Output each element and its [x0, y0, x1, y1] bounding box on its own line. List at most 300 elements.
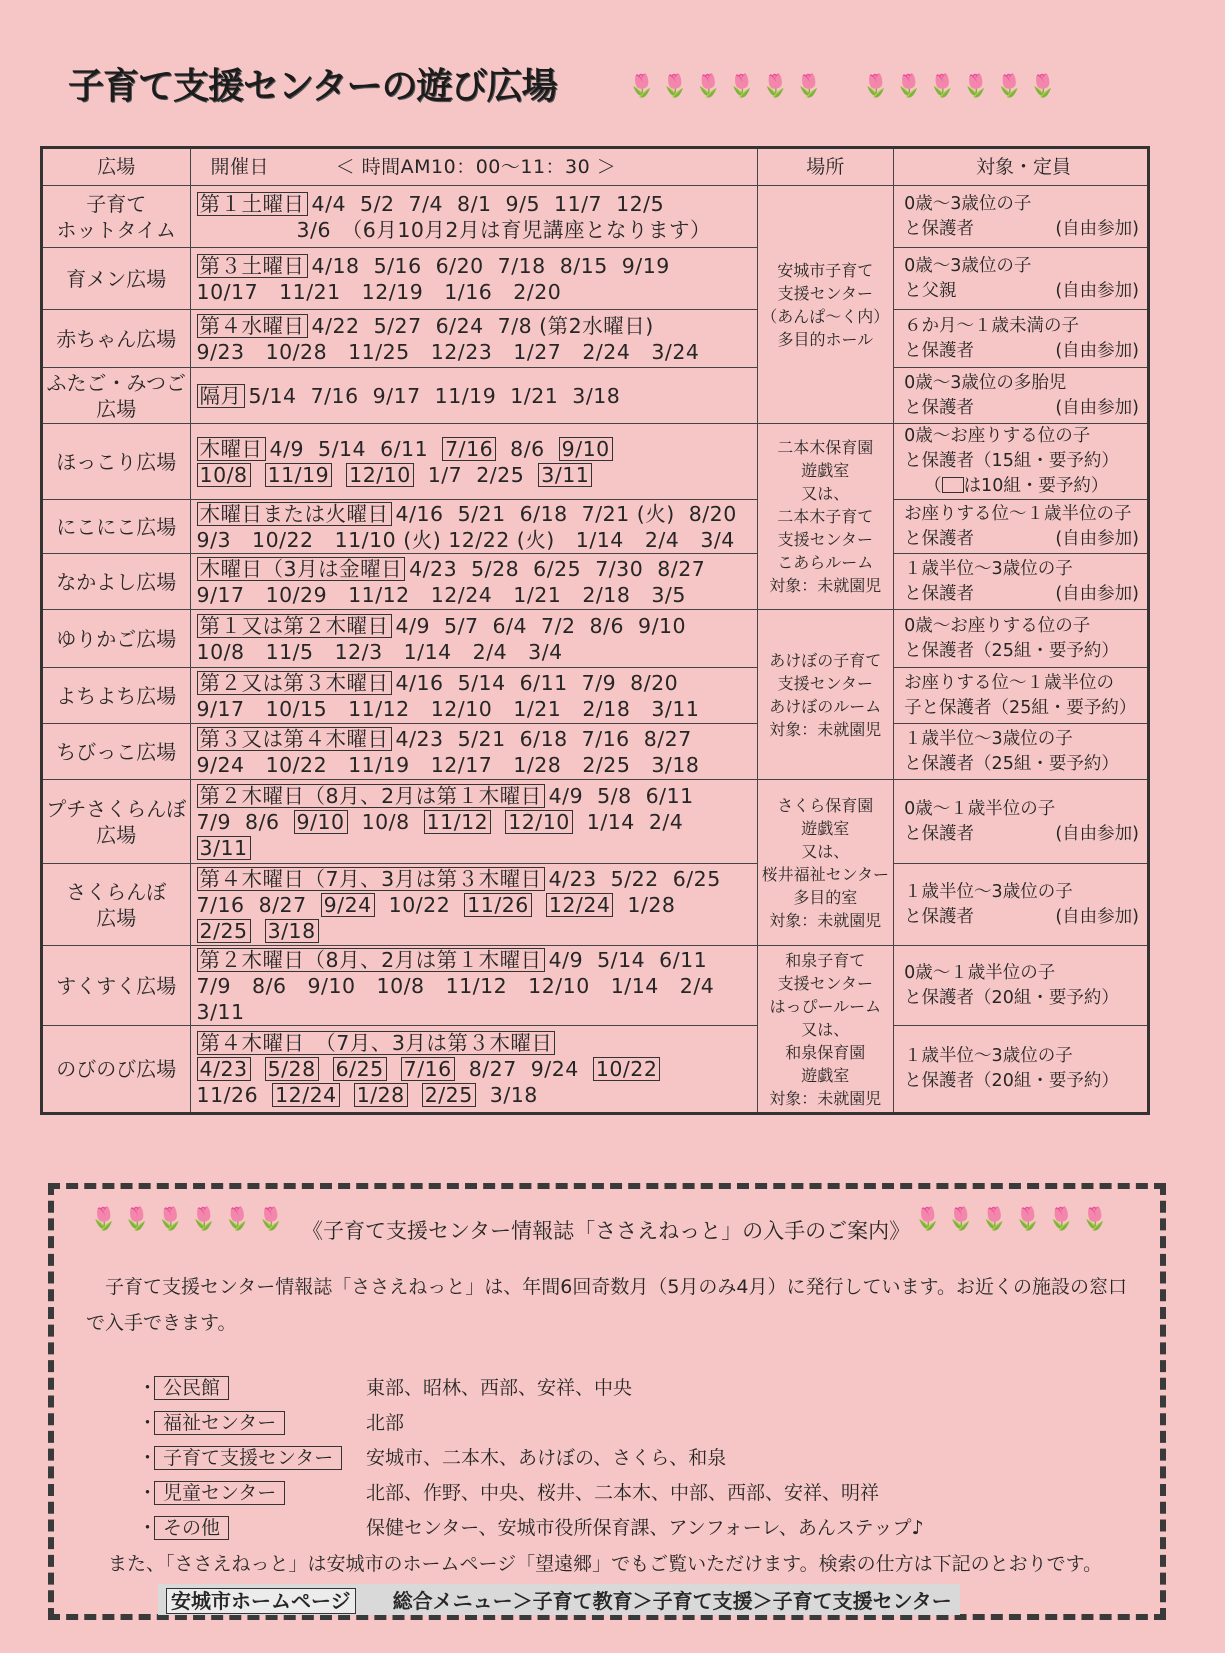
date: 11/19 [434, 383, 497, 408]
date: 5/7 [444, 613, 479, 638]
square-symbol [942, 477, 964, 493]
target-line [904, 1044, 1143, 1069]
venue-line: 遊戯室 [801, 1065, 850, 1085]
facility-list [138, 1369, 924, 1544]
date-line [197, 918, 753, 944]
tulip-decoration-left [628, 76, 822, 98]
plaza-name [42, 424, 191, 500]
date-list: 9/24 10/22 11/19 12/17 1/28 2/25 3/18 [196, 752, 700, 777]
venue-line: あけぼの子育て [769, 650, 882, 670]
target-line [904, 424, 1143, 449]
date-line [197, 809, 753, 835]
facility-type-label: 公民館 [154, 1376, 229, 1400]
target-line [904, 192, 1143, 217]
facility-row [138, 1369, 924, 1404]
date-line [197, 947, 753, 973]
date: 4/9 [548, 947, 584, 972]
schedule-dates [190, 186, 757, 248]
date: 6/25 [533, 556, 582, 581]
date: 8/15 [559, 253, 608, 278]
target-text: ６か月〜１歳未満の子 [904, 315, 1080, 336]
venue-line: はっぴールーム [769, 996, 882, 1016]
plaza-name-line: ふたご・みつご [46, 370, 187, 395]
venue-line: （あんぱ〜く内） [761, 306, 890, 326]
facility-type [154, 1513, 366, 1540]
date-boxed: 9/10 [294, 810, 348, 834]
plaza-name-line: ほっこり広場 [56, 449, 177, 474]
date: 5/21 [457, 726, 506, 751]
plaza-name [42, 554, 191, 610]
date-boxed: 12/24 [272, 1083, 340, 1107]
date: 8/6 [589, 613, 625, 638]
date-boxed: 12/10 [505, 810, 573, 834]
target-line: （ は10組・要予約） [924, 476, 1109, 496]
plaza-name [42, 310, 191, 368]
tulip-icon: 🌷 [1029, 74, 1057, 99]
schedule-dates [190, 610, 757, 668]
target-line [904, 314, 1143, 339]
plaza-name-line: なかよし広場 [56, 569, 177, 594]
schedule-row [42, 424, 1149, 500]
facility-type-label: その他 [154, 1516, 229, 1540]
date-boxed: 2/25 [197, 919, 251, 943]
date-line [197, 973, 753, 999]
date: 8/27 [258, 892, 307, 917]
facility-row [138, 1439, 924, 1474]
schedule-dates [190, 668, 757, 724]
date: 1/28 [627, 892, 676, 917]
date: 4/23 [548, 866, 597, 891]
date-line [197, 253, 753, 279]
date: 7/4 [408, 191, 444, 216]
target [894, 1026, 1149, 1114]
venue-line: 支援センター [777, 973, 873, 993]
date-line [197, 383, 753, 409]
tulip-icon: 🌷 [995, 74, 1024, 99]
tulip-icon: 🌷 [914, 1207, 942, 1232]
date-line [197, 436, 753, 462]
plaza-name [42, 1026, 191, 1114]
day-tag: 木曜日 [197, 437, 266, 461]
facility-type-label: 福祉センター [154, 1411, 285, 1435]
tulip-icon: 🌷 [728, 74, 756, 99]
date-line [197, 752, 753, 778]
target-text: 0歳〜お座りする位の子 [904, 426, 1091, 446]
date: 4/16 [395, 501, 444, 526]
date-boxed: 7/16 [401, 1057, 455, 1081]
info-body [86, 1269, 1136, 1341]
schedule-dates [190, 368, 757, 424]
date-line [197, 726, 753, 752]
date-list: 9/17 10/15 11/12 12/10 1/21 2/18 3/11 [196, 696, 700, 721]
target-text: と保護者（25組・要予約） [904, 753, 1119, 774]
plaza-name-line: さくらんぼ [66, 879, 167, 904]
date: 9/24 [530, 1057, 579, 1081]
target-text: 0歳〜3歳位の子 [904, 193, 1032, 214]
tulip-icon: 🌷 [795, 74, 823, 99]
tulip-icon: 🌷 [223, 1207, 252, 1232]
target-line [904, 449, 1143, 474]
date: 8/6 [245, 809, 280, 834]
date: 6/24 [435, 313, 484, 338]
target-line [904, 279, 1143, 304]
date-line [197, 462, 753, 488]
plaza-name [42, 946, 191, 1026]
participation-note: (自由参加) [1055, 280, 1139, 301]
date: 5/14 [457, 670, 506, 695]
info-title: 《子育て支援センター情報誌「ささえねっと」の入手のご案内》 [302, 1219, 911, 1243]
date: 6/25 [672, 866, 721, 891]
info-box [48, 1183, 1166, 1620]
participation-note: (自由参加) [1055, 823, 1139, 844]
venue-line: 対象：未就園児 [769, 576, 882, 595]
venue-line: 支援センター [777, 283, 873, 303]
date-line [197, 217, 753, 243]
date: 9/17 [372, 383, 421, 408]
date: 7/2 [541, 613, 576, 638]
schedule-dates [190, 724, 757, 780]
target [894, 610, 1149, 668]
date: 11/26 [196, 1083, 259, 1107]
tulip-icon: 🌷 [862, 74, 890, 99]
date: 7/18 [497, 253, 546, 278]
target [894, 310, 1149, 368]
plaza-name-line: 広場 [96, 396, 137, 421]
date: 3/18 [572, 383, 621, 408]
date-line [197, 1030, 753, 1056]
day-tag: 第２木曜日（8月、2月は第１木曜日 [197, 948, 545, 972]
plaza-name [42, 724, 191, 780]
plaza-name-line: 広場 [96, 822, 137, 847]
bullet: ・ [138, 1412, 158, 1434]
date-line [197, 279, 753, 305]
day-tag: 第４木曜日（7月、3月は第３木曜日 [197, 867, 545, 891]
date: 5/14 [248, 383, 297, 408]
target-text: 0歳〜3歳位の子 [904, 255, 1032, 276]
schedule-dates [190, 248, 757, 310]
tulip-decoration [914, 1209, 1108, 1231]
schedule-dates [190, 946, 757, 1026]
tulip-icon: 🌷 [761, 74, 790, 99]
date-boxed: 4/23 [197, 1057, 251, 1081]
date: 1/7 [427, 462, 463, 487]
venue-line: 遊戯室 [801, 461, 850, 480]
date-line [197, 835, 753, 861]
tulip-icon: 🌷 [947, 1207, 975, 1232]
plaza-name-line: すくすく広場 [56, 973, 177, 998]
venue-line: 多目的室 [793, 887, 858, 907]
date-boxed: 10/22 [593, 1057, 661, 1081]
plaza-name-line: 子育て [86, 191, 147, 216]
date-boxed: 5/28 [265, 1057, 319, 1081]
date-line [197, 1082, 753, 1108]
bullet: ・ [138, 1482, 158, 1504]
date: 6/18 [519, 726, 568, 751]
date: 1/21 [510, 383, 559, 408]
tulip-icon: 🌷 [661, 74, 689, 99]
date-list: 9/17 10/29 11/12 12/24 1/21 2/18 3/5 [196, 582, 686, 607]
date: 8/1 [457, 191, 492, 216]
tulip-icon: 🌷 [962, 74, 990, 99]
target-text: と保護者（20組・要予約） [904, 1071, 1119, 1091]
info-header [54, 1209, 1160, 1245]
date-line [197, 191, 753, 217]
tulip-icon: 🌷 [928, 74, 957, 99]
date: 3/11 [196, 999, 245, 1024]
header-dates [190, 148, 757, 186]
bullet: ・ [138, 1377, 158, 1399]
plaza-name-line: ちびっこ広場 [56, 739, 177, 764]
date-line [197, 892, 753, 918]
tulip-icon: 🌷 [190, 1207, 218, 1232]
schedule-row [42, 1026, 1149, 1114]
participation-note: (自由参加) [1055, 218, 1139, 239]
date: 4/23 [409, 556, 458, 581]
target-line [904, 986, 1143, 1011]
plaza-name [42, 864, 191, 946]
schedule-dates [190, 424, 757, 500]
plaza-name [42, 248, 191, 310]
date: 7/16 [310, 383, 359, 408]
info-body-text: 子育て支援センター情報誌「ささえねっと」は、年間6回奇数月（5月のみ4月）に発行しています。お近くの施設の窓口で入手できます。 [86, 1276, 1127, 1334]
participation-note: (自由参加) [1055, 906, 1139, 927]
schedule-row [42, 610, 1149, 668]
target-text: と保護者 [904, 218, 975, 239]
date: 5/22 [610, 866, 659, 891]
day-tag: 第４水曜日 [197, 314, 308, 338]
header-place: 場所 [757, 148, 894, 186]
tulip-icon: 🌷 [980, 1207, 1009, 1232]
target-line [904, 217, 1143, 242]
target [894, 424, 1149, 500]
date-line [197, 339, 753, 365]
tulip-icon: 🌷 [257, 1207, 285, 1232]
date-boxed: 11/26 [464, 893, 532, 917]
venue [757, 424, 894, 610]
target-text: と保護者 [904, 823, 975, 844]
target-text: と保護者 [904, 397, 975, 418]
facility-type-label: 子育て支援センター [154, 1446, 342, 1470]
info-footer: また、「ささえねっと」は安城市のホームページ「望遠郷」でもご覧いただけます。検索の仕方は下記のとおりです。 [108, 1553, 1103, 1575]
target [894, 368, 1149, 424]
date: 12/5 [616, 191, 665, 216]
date: 6/11 [380, 436, 429, 461]
target-line [904, 797, 1143, 822]
date: 7/30 [595, 556, 644, 581]
plaza-name-line: よちよち広場 [56, 683, 177, 708]
date: 5/27 [373, 313, 422, 338]
target-text: お座りする位〜１歳半位の [904, 672, 1115, 693]
date: 1/14 [586, 809, 635, 834]
day-tag: 第２木曜日（8月、2月は第１木曜日 [197, 784, 545, 808]
date: 5/28 [471, 556, 520, 581]
target-text: と保護者 [904, 906, 975, 927]
date: 6/4 [492, 613, 528, 638]
target-text: と保護者 [904, 583, 975, 604]
date-list: 3/6 （6月10月2月は育児講座となります） [296, 217, 711, 242]
target-line [904, 371, 1143, 396]
venue-line: 対象：未就園児 [769, 1088, 882, 1108]
table-header-row [42, 148, 1149, 186]
venue-line: 支援センター [777, 673, 873, 693]
date: 4/4 [311, 191, 347, 216]
target-line [904, 905, 1143, 930]
facility-type [154, 1478, 366, 1505]
date-boxed: 10/8 [197, 463, 251, 487]
date-boxed: 6/25 [333, 1057, 387, 1081]
participation-note: (自由参加) [1055, 528, 1139, 549]
date: 8/6 [510, 436, 545, 461]
date: 7/8 (第2水曜日) [497, 313, 654, 338]
date-list: 9/23 10/28 11/25 12/23 1/27 2/24 3/24 [196, 339, 700, 364]
date: 9/5 [505, 191, 541, 216]
bullet: ・ [138, 1517, 158, 1539]
date: 2/25 [476, 462, 525, 487]
venue [757, 610, 894, 780]
target-text: 0歳〜１歳半位の子 [904, 962, 1056, 983]
target [894, 724, 1149, 780]
schedule-row [42, 310, 1149, 368]
day-tag: 木曜日（3月は金曜日 [197, 557, 406, 581]
target [894, 668, 1149, 724]
venue-line: 桜井福祉センター [761, 864, 889, 884]
date: 4/18 [311, 253, 360, 278]
schedule-dates [190, 500, 757, 554]
date-boxed: 12/24 [546, 893, 614, 917]
facility-names: 北部 [366, 1412, 405, 1434]
date-line [197, 501, 753, 527]
day-tag: 第１土曜日 [197, 192, 308, 216]
plaza-name-line: ホットタイム [56, 217, 177, 242]
date: 4/16 [395, 670, 444, 695]
schedule-row [42, 946, 1149, 1026]
date: 5/14 [318, 436, 367, 461]
date: 7/16 [196, 892, 245, 917]
schedule-row [42, 186, 1149, 248]
venue-line: 対象：未就園児 [769, 910, 882, 930]
plaza-name [42, 668, 191, 724]
plaza-name-line: 赤ちゃん広場 [56, 326, 177, 351]
venue-line: 和泉子育て [785, 950, 866, 970]
target-text: と保護者（20組・要予約） [904, 987, 1119, 1008]
date: 8/27 [643, 726, 692, 751]
plaza-name-line: 広場 [96, 905, 137, 930]
tulip-icon: 🌷 [90, 1207, 118, 1232]
facility-type [154, 1443, 366, 1470]
schedule-row [42, 724, 1149, 780]
date: 8/27 [657, 556, 706, 581]
venue-line: 安城市子育て [777, 260, 874, 280]
tulip-decoration [90, 1209, 284, 1231]
target [894, 500, 1149, 554]
schedule-table [40, 146, 1150, 1115]
venue-line: 二本木子育て [777, 507, 874, 526]
target-text: １歳半位〜3歳位の子 [904, 881, 1073, 902]
target-text: と保護者 [904, 528, 975, 549]
plaza-name-line: ゆりかご広場 [56, 626, 177, 651]
plaza-name-line: にこにこ広場 [56, 514, 177, 539]
date: 7/16 [581, 726, 630, 751]
header-day: 開催日 [210, 156, 270, 178]
date: 10/22 [388, 892, 451, 917]
plaza-name [42, 610, 191, 668]
date: 6/20 [435, 253, 484, 278]
venue-line: あけぼのルーム [769, 696, 882, 716]
date-list: 10/8 11/5 12/3 1/14 2/4 3/4 [196, 639, 563, 664]
plaza-name [42, 186, 191, 248]
target-line [904, 254, 1143, 279]
tulip-icon: 🌷 [628, 74, 656, 99]
target [894, 864, 1149, 946]
facility-names: 安城市、二本木、あけぼの、さくら、和泉 [366, 1447, 727, 1469]
target-line [904, 696, 1143, 721]
tulip-icon: 🌷 [156, 1207, 185, 1232]
date: 8/20 [688, 501, 737, 526]
target-line [904, 614, 1143, 639]
date: 2/4 [648, 809, 684, 834]
target-text: と保護者 [904, 340, 975, 361]
schedule-dates [190, 1026, 757, 1114]
day-tag: 第１又は第２木曜日 [197, 614, 392, 638]
date: 5/8 [597, 783, 632, 808]
target-line [904, 582, 1143, 607]
date-line [197, 1056, 753, 1082]
schedule-dates [190, 310, 757, 368]
target [894, 554, 1149, 610]
target-text: お座りする位〜１歳半位の子 [904, 503, 1132, 524]
target-line [904, 961, 1143, 986]
day-tag: 第３土曜日 [197, 254, 308, 278]
date: 4/9 [548, 783, 584, 808]
date-line [197, 639, 753, 665]
schedule-row [42, 780, 1149, 864]
date-line [197, 696, 753, 722]
plaza-name [42, 368, 191, 424]
plaza-name-line: のびのび広場 [56, 1057, 177, 1081]
day-tag: 木曜日または火曜日 [197, 502, 392, 526]
date-boxed: 12/10 [346, 463, 414, 487]
bullet: ・ [138, 1447, 158, 1469]
facility-row [138, 1474, 924, 1509]
venue-line: 多目的ホール [777, 329, 874, 349]
facility-type-label: 児童センター [154, 1481, 285, 1505]
target-line [904, 880, 1143, 905]
date-boxed: 11/19 [265, 463, 333, 487]
venue-line: 支援センター [777, 530, 873, 549]
page-title: 子育て支援センターの遊び広場 [68, 66, 557, 107]
target-text: 0歳〜１歳半位の子 [904, 798, 1056, 819]
target [894, 946, 1149, 1026]
date: 7/9 [581, 670, 617, 695]
venue-line: 又は、 [801, 1019, 850, 1039]
date-list: 10/17 11/21 12/19 1/16 2/20 [196, 279, 562, 304]
date: 6/11 [519, 670, 568, 695]
date: 9/19 [621, 253, 670, 278]
date-line [197, 556, 753, 582]
target-line [904, 671, 1143, 696]
facility-row [138, 1509, 924, 1544]
date-line [197, 313, 753, 339]
date: 3/18 [489, 1083, 538, 1107]
schedule-dates [190, 864, 757, 946]
schedule-dates [190, 554, 757, 610]
target-text: １歳半位〜3歳位の子 [904, 558, 1073, 579]
target-line [904, 502, 1143, 527]
target [894, 186, 1149, 248]
date: 8/27 [468, 1057, 517, 1081]
homepage-navigation [158, 1584, 960, 1615]
facility-type [154, 1373, 366, 1400]
